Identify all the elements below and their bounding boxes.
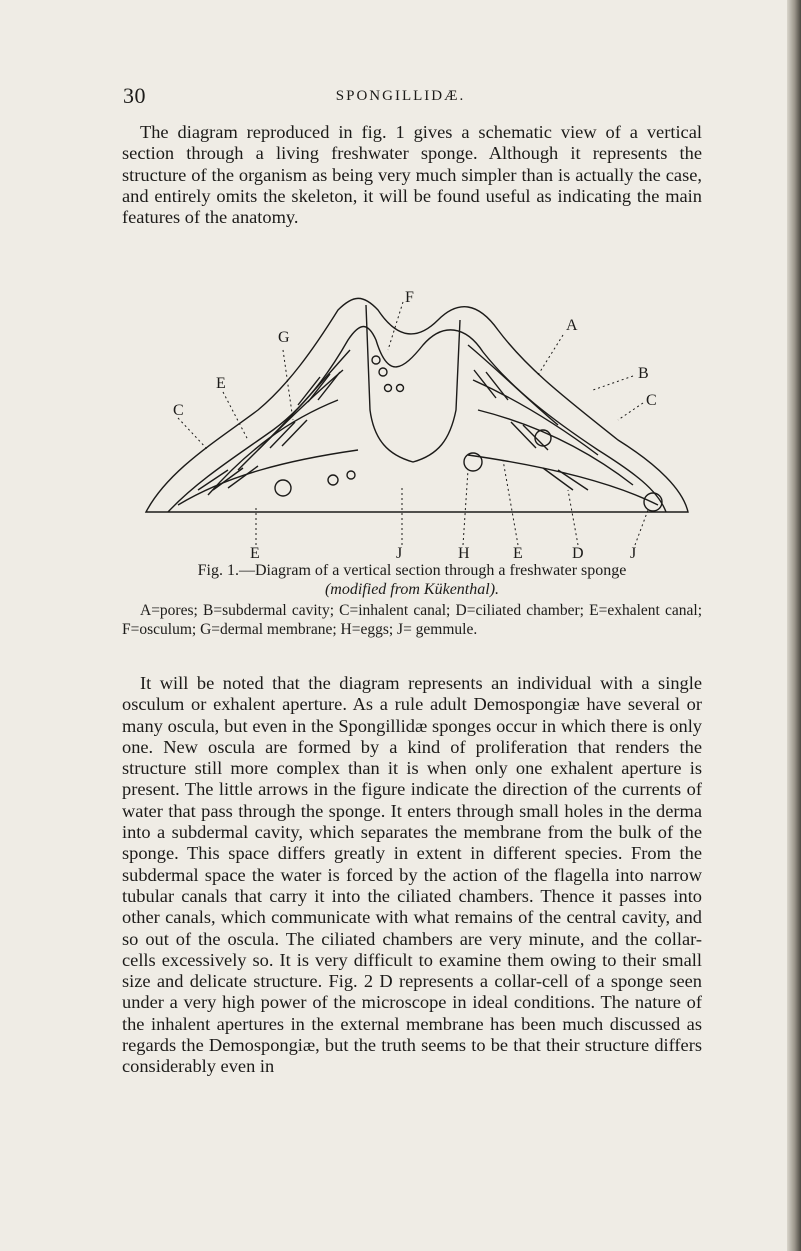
intro-paragraph: The diagram reproduced in fig. 1 gives a schematic view of a vertical section through a living freshwater sponge. Although it represents the structure of the organism as being very much simpler than is actually the case, and entirely omits the skeleton, it will be found useful as indicating the main features of the anatomy. [122,122,702,228]
egg-2 [372,356,380,364]
caption-sub: (modified from Kükenthal). [324,581,500,598]
pointer-E2-bottom [503,460,518,545]
pointer-D-bottom [568,490,578,545]
pointer-B [593,376,633,390]
pointer-C-left [178,418,208,450]
sponge-section-diagram [138,290,698,560]
label-B: B [638,365,649,382]
pointer-C [618,403,643,420]
canal-right-4 [468,345,558,425]
page-edge-shadow [787,0,801,1251]
label-C: C [646,392,657,409]
label-A: A [566,317,578,334]
label-G: G [278,329,290,346]
label-F: F [405,290,414,306]
pointer-F [388,302,403,350]
page-number: 30 [123,83,146,108]
gemmule-1 [275,480,291,496]
chamber-right-1 [543,468,588,490]
central-cavity [366,305,460,462]
chamber-left-3 [298,372,340,405]
canal-right-3 [473,380,598,455]
figure-caption [122,561,702,599]
egg-3 [379,368,387,376]
caption-main: Fig. 1.—Diagram of a vertical section through a freshwater sponge [197,562,627,579]
label-E-bottom: E [250,545,260,560]
egg-1 [347,471,355,479]
sponge-section-figure [138,290,698,570]
label-J2-bottom: J [630,545,637,560]
canal-right-1 [468,455,658,505]
label-E: E [216,375,226,392]
running-head: SPONGILLIDÆ. [335,88,466,104]
gemmule-2 [328,475,338,485]
pointer-J2-bottom [635,510,648,545]
canal-right-2 [478,410,633,485]
label-E2-bottom: E [513,545,523,560]
label-H-bottom: H [458,545,470,560]
egg-4 [385,385,392,392]
egg-5 [397,385,404,392]
pointer-H-bottom [463,470,468,545]
figure-legend: A=pores; B=subdermal cavity; C=inhalent canal; D=ciliated chamber; E=exhalent canal; F=osculum; G=dermal membrane; H=eggs; J= gemmule. [122,602,702,638]
label-J-bottom: J [396,545,403,560]
canal-left-1 [178,450,358,505]
pointer-A [538,335,563,375]
label-C-left: C [173,402,184,419]
label-D-bottom: D [572,545,584,560]
body-paragraph: It will be noted that the diagram represents an individual with a single osculum or exhalent aperture. As a rule adult Demospongiæ have several or many oscula, but even in the Spongillidæ sponges occur in which there is only one. New oscula are formed by a kind of proliferation that renders the structure still more complex than it is when only one exhalent aperture is present. The little arrows in the figure indicate the direction of the currents of water that pass through the sponge. It enters through small holes in the derma into a subdermal cavity, which separates the membrane from the bulk of the sponge. This space differs greatly in extent in different species. From the subdermal space the water is forced by the action of the flagella into narrow tubular canals that carry it into the ciliated chambers. Thence it passes into other canals, which communicate with what remains of the central cavity, and so out of the oscula. The ciliated chambers are very minute, and the collar-cells excessively so. It is very difficult to examine them owing to their small size and delicate structure. Fig. 2 D represents a collar-cell of a sponge seen under a very high power of the microscope in ideal conditions. The nature of the inhalent apertures in the external membrane has been much discussed as regards the Demospongiæ, but the truth seems to be that their structure differs considerably even in [122,673,702,1077]
canal-left-4 [268,350,350,440]
